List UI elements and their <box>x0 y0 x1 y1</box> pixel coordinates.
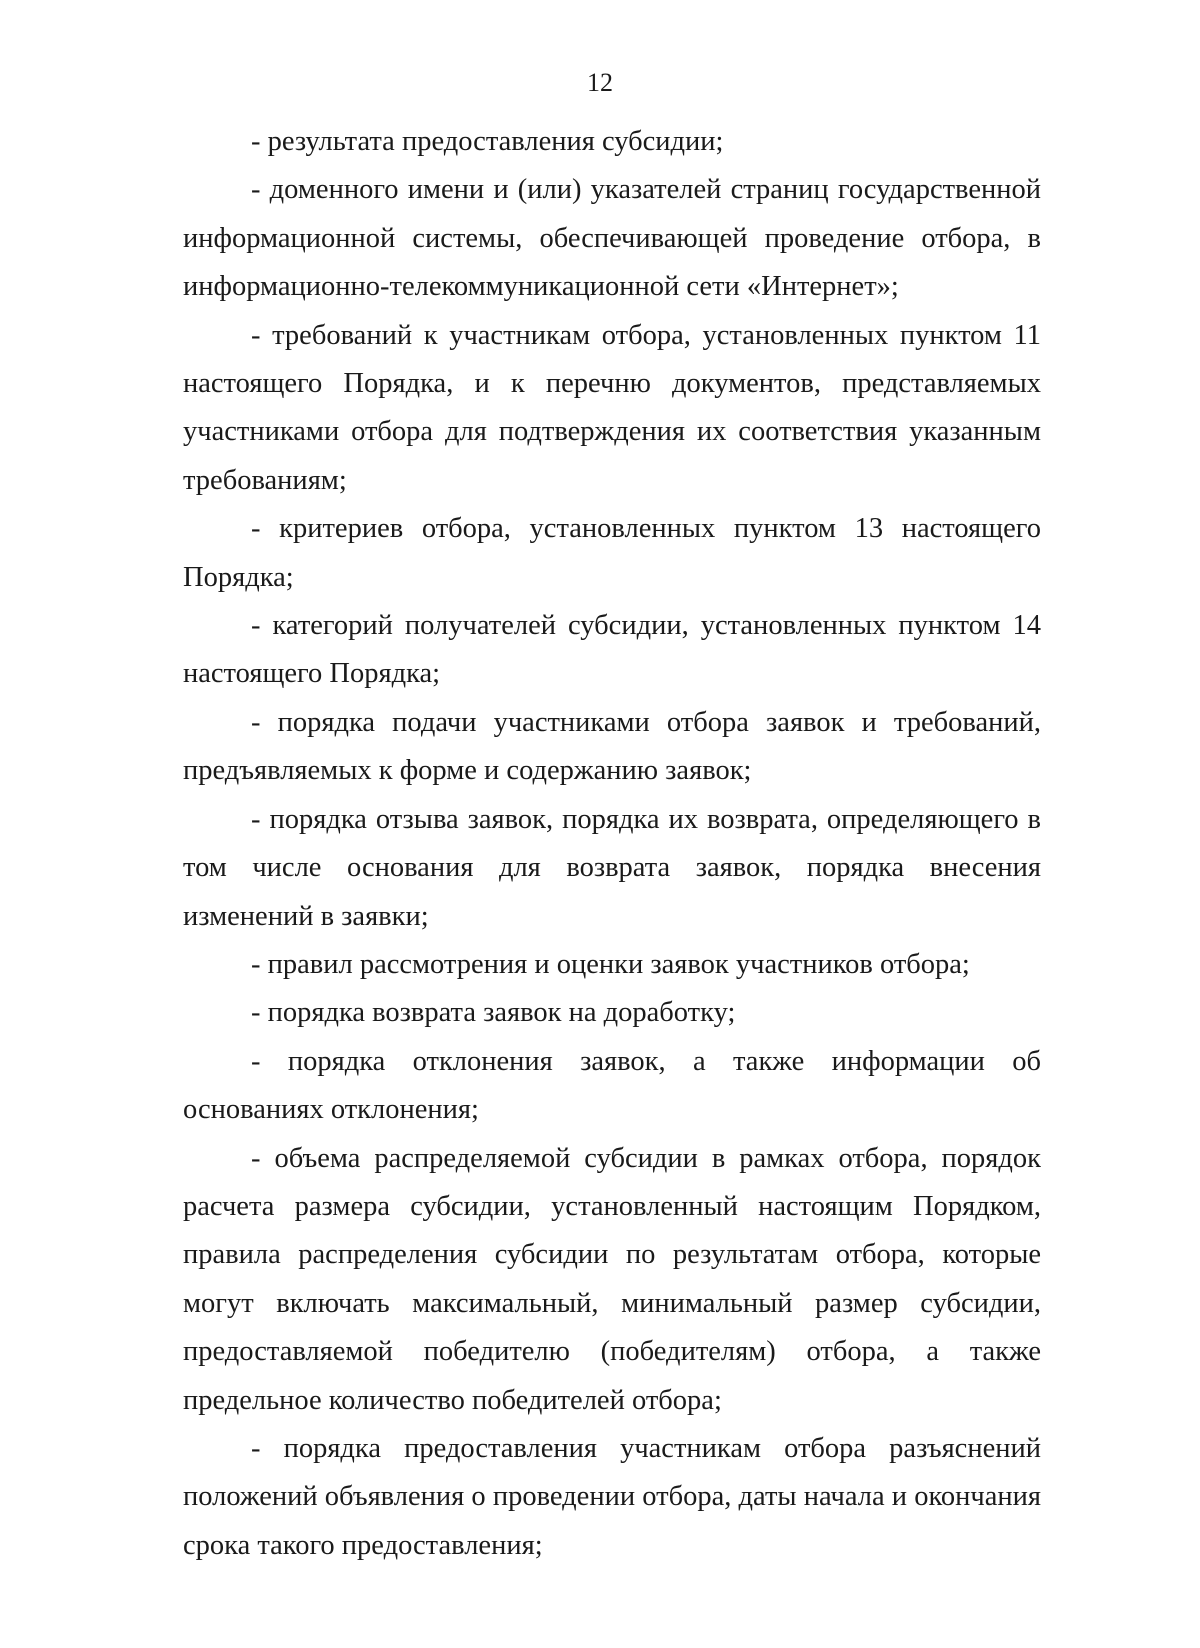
paragraph: - порядка предоставления участникам отбора разъяснений положений объявления о проведении отбора, даты начала и окончания срока такого предоставления; <box>183 1432 1041 1561</box>
paragraph: - критериев отбора, установленных пунктом 13 настоящего Порядка; <box>183 513 1041 593</box>
page-number: 12 <box>587 68 613 97</box>
paragraph: - категорий получателей субсидии, установленных пунктом 14 настоящего Порядка; <box>183 610 1041 690</box>
paragraph: - требований к участникам отбора, установленных пунктом 11 настоящего Порядка, и к перечню документов, представляемых участниками отбора для подтверждения их соответствия указанным требованиям; <box>183 319 1041 496</box>
paragraph: - доменного имени и (или) указателей страниц государственной информационной системы, обеспечивающей проведение отбора, в информационно-телекоммуникационной сети «Интернет»; <box>183 174 1041 303</box>
paragraph: - порядка подачи участниками отбора заявок и требований, предъявляемых к форме и содержанию заявок; <box>183 706 1041 787</box>
paragraph: - объема распределяемой субсидии в рамках отбора, порядок расчета размера субсидии, установленный настоящим Порядком, правила распределения субсидии по результатам отбора, которые могут включать максимальный, минимальный размер субсидии, предоставляемой победителю (победителям) отбора, а также предельное количество победителей отбора; <box>183 1142 1041 1416</box>
paragraph: - правил рассмотрения и оценки заявок участников отбора; <box>251 948 970 980</box>
paragraph: - порядка отзыва заявок, порядка их возврата, определяющего в том числе основания для возврата заявок, порядка внесения изменений в заявки; <box>183 803 1041 932</box>
document-body <box>183 118 1041 1570</box>
paragraph: - порядка отклонения заявок, а также информации об основаниях отклонения; <box>183 1045 1041 1126</box>
paragraph: - порядка возврата заявок на доработку; <box>251 997 736 1029</box>
paragraph: - результата предоставления субсидии; <box>251 126 724 157</box>
